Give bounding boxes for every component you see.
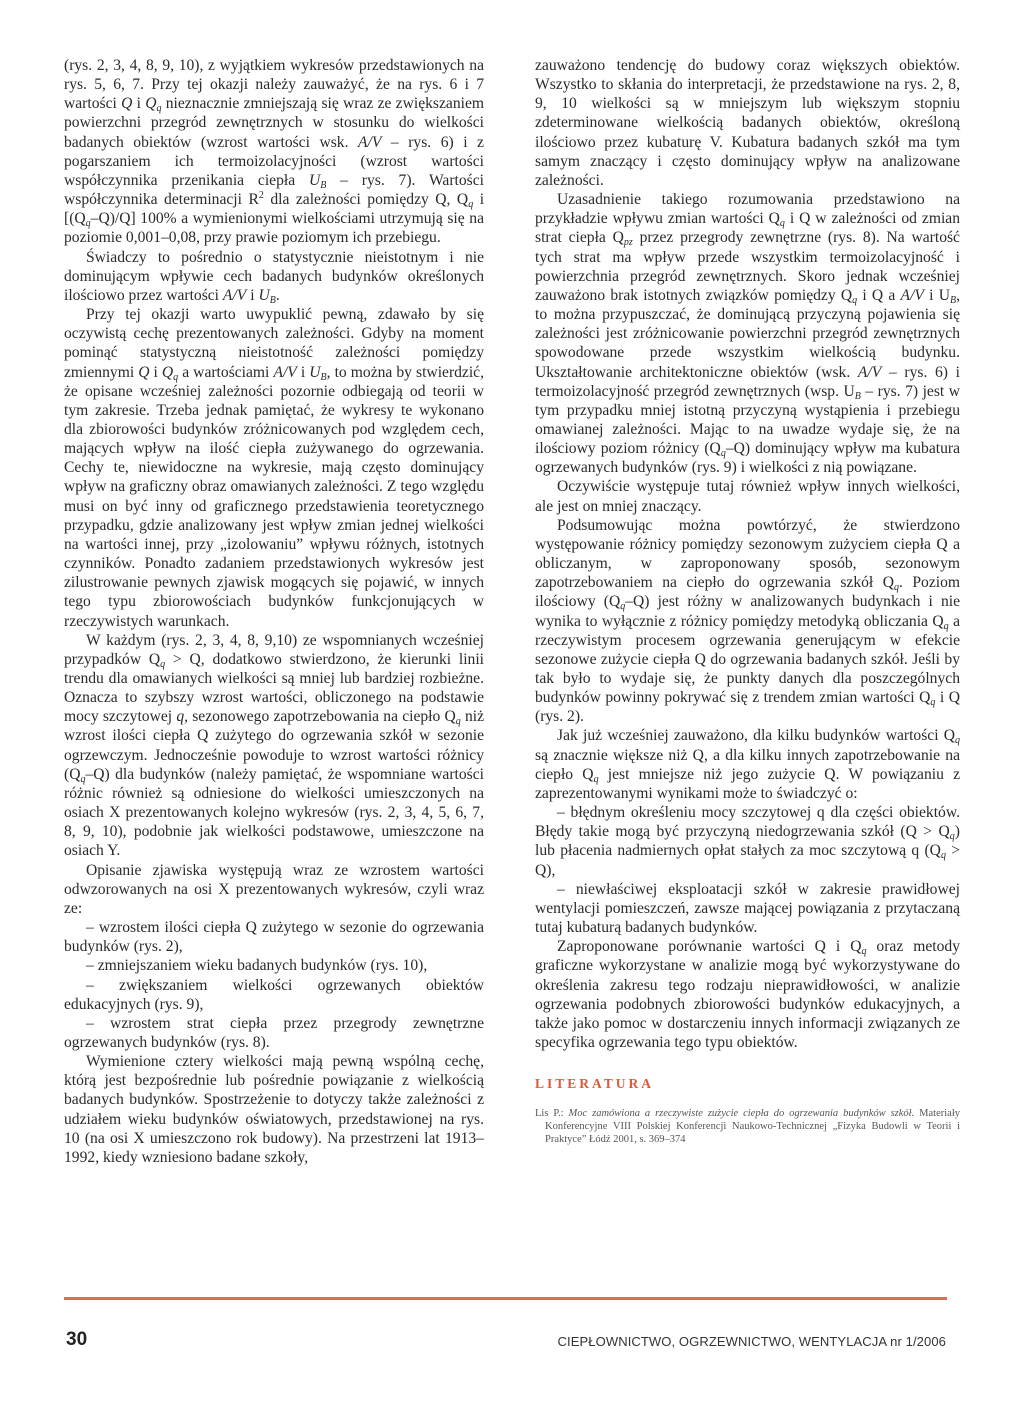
- section-heading-literatura: LITERATURA: [535, 1076, 655, 1092]
- paragraph: Zaproponowane porównanie wartości Q i $Q_q$ oraz metody graficzne wykorzystane w analizie mogą być wykorzystywane do określenia zakresu tego rodzaju nieprawidłowości, w analizie ogrzewania podobnych zbiorowości budynków edukacyjnych, a także jako pomoc w dostarczeniu innych informacji związanych ze specyfika ogrzewania tego typu obiektów.: [535, 938, 961, 1051]
- reference-entry: Lis P.: Moc zamówiona a rzeczywiste zużycie ciepła do ogrzewania budynków szkół. Materiały Konferencyjne VIII Polskiej Konferencji Naukowo-Technicznej „Fizyka Budowli w Teorii i Praktyce” Łódź 2001, s. 369–374: [535, 1108, 960, 1146]
- paragraph: Wymienione cztery wielkości mają pewną wspólną cechę, którą jest bezpośrednie lub pośrednie powiązanie z wielkością badanych budynków. Spostrzeżenie to dotyczy także zależności z udziałem wieku budynków oświatowych, przedstawionej na rys. 10 (na osi X umieszczono rok budowy). Na przestrzeni lat 1913–1992, kiedy wzniesiono badane szkoły,: [64, 1053, 484, 1166]
- list-item: – niewłaściwej eksploatacji szkół w zakresie prawidłowej wentylacji pomieszczeń, zawsze mającej powiązania z przytaczaną tutaj kubaturą badanych budynków.: [535, 880, 960, 937]
- paragraph: Uzasadnienie takiego rozumowania przedstawiono na przykładzie wpływu zmian wartości $Q_q$ i Q w zależności od zmian strat ciepła $Q_{pz}$ przez przegrody zewnętrzne (rys. 8). Na wartość tych strat ma wpływ przede wszystkim termoizolacyjność i powierzchnia przegród zewnętrznych. Skoro jednak wcześniej zauważono brak istotnych związków pomiędzy $Q_q$ i Q a A/V i $U_B$, to można przypuszczać, że dominującą przyczyną pojawienia się zależności jest zróżnicowanie powierzchni przegród zewnętrznych spowodowane przede wszystkim wielkością budynku. Ukształtowanie architektoniczne obiektów (wsk. A/V – rys. 6) i termoizolacyjność przegród zewnętrznych (wsp. $U_B$ – rys. 7) jest w tym przypadku mniej istotną przyczyną wystąpienia i przebiegu omawianej zależności. Mając to na uwadze wydaje się, że na ilościowy poziom różnicy $(Q_q-Q)$ dominujący wpływ ma kubatura ogrzewanych budynków (rys. 9) i wielkości z nią powiązane.: [535, 191, 960, 477]
- paragraph: Podsumowując można powtórzyć, że stwierdzono występowanie różnicy pomiędzy sezonowym zużyciem ciepła Q a obliczanym, w zaproponowany sposób, sezonowym zapotrzebowaniem na ciepło do ogrzewania szkół $Q_q$. Poziom ilościowy $(Q_q-Q)$ jest różny w analizowanych budynkach i nie wynika to wyłącznie z różnicy pomiędzy metodyką obliczania $Q_q$ a rzeczywistym procesem ogrzewania generującym w efekcie sezonowe zużycie ciepła Q do ogrzewania badanych szkół. Jeśli by tak było to wydaje się, że punkty danych dla poszczególnych budynków powinny pokrywać się z trendem zmian wartości $Q_q$ i Q (rys. 2).: [535, 516, 961, 726]
- list-item: – zwiększaniem wielkości ogrzewanych obiektów edukacyjnych (rys. 9),: [64, 976, 484, 1013]
- list-item: – wzrostem ilości ciepła Q zużytego w sezonie do ogrzewania budynków (rys. 2),: [64, 919, 484, 956]
- list-item: – zmniejszaniem wieku badanych budynków (rys. 10),: [86, 957, 428, 975]
- right-column: [535, 56, 960, 1146]
- footer-divider: [64, 1297, 947, 1300]
- left-column: [64, 56, 484, 1167]
- paragraph: W każdym (rys. 2, 3, 4, 8, 9,10) ze wspomnianych wcześniej przypadków $Q_q > Q$, dodatkowo stwierdzono, że kierunki linii trendu dla omawianych wielkości są mniej lub bardziej rozbieżne. Oznacza to szybszy wzrost wartości, obliczonego na podstawie mocy szczytowej q, sezonowego zapotrzebowania na ciepło $Q_q$ niż wzrost ilości ciepła Q zużytego do ogrzewania szkół w sezonie ogrzewczym. Jednocześnie powoduje to wzrost wartości różnicy $(Q_q-Q)$ dla budynków (należy pamiętać, że wspomniane wartości różnic również są odniesione do wielkości umieszczonych na osiach X prezentowanych kolejno wykresów (rys. 2, 3, 4, 5, 6, 7, 8, 9, 10), podobnie jak wielkości podstawowe, umieszczone na osiach Y.: [64, 631, 485, 860]
- paragraph: Oczywiście występuje tutaj również wpływ innych wielkości, ale jest on mniej znaczący.: [535, 478, 960, 515]
- paragraph: Świadczy to pośrednio o statystycznie nieistotnym i nie dominującym wpływie cech badanych budynków określonych ilościowo przez wartości A/V i $U_B$.: [64, 248, 484, 306]
- list-item: – wzrostem strat ciepła przez przegrody zewnętrzne ogrzewanych budynków (rys. 8).: [64, 1014, 484, 1051]
- page-number: 30: [66, 1329, 88, 1350]
- paragraph: Opisanie zjawiska występują wraz ze wzrostem wartości odwzorowanych na osi X prezentowanych wykresów, czyli wraz ze:: [64, 861, 484, 917]
- paragraph: zauważono tendencję do budowy coraz większych obiektów. Wszystko to skłania do interpretacji, że przedstawione na rys. 2, 8, 9, 10 wielkości są w mniejszym lub większym stopniu zdeterminowane wielkością badanych obiektów, określoną ilościowo przez kubaturę V. Kubatura badanych szkół ma tym samym znaczący i często dominujący wpływ na analizowane zależności.: [535, 57, 960, 189]
- journal-title: CIEPŁOWNICTWO, OGRZEWNICTWO, WENTYLACJA nr 1/2006: [557, 1334, 946, 1349]
- paragraph: Przy tej okazji warto uwypuklić pewną, zdawało by się oczywistą cechę prezentowanych zależności. Gdyby na moment pominąć statystyczną nieistotność zależności pomiędzy zmiennymi Q i $Q_q$ a wartościami A/V i $U_B$, to można by stwierdzić, że opisane wcześniej zależności pozornie odbiegają od teorii w tym zakresie. Trzeba jednak pamiętać, że wykresy te wykonano dla zbiorowości budynków zróżnicowanych pod względem cech, mających wpływ na ilość ciepła zużywanego do ogrzewania. Cechy te, niewidoczne na wykresie, mają często dominujący wpływ na graficzny obraz omawianych zależności. Z tego względu musi on być inny od graficznego przedstawienia teoretycznego przypadku, gdzie analizowany jest wpływ zmian jednej wielkości na wartości innej, przy „izolowaniu” wpływu różnych, istotnych czynników. Ponadto zadaniem przedstawionych wykresów jest zilustrowanie pewnych zjawisk mogących się pojawić, w innych tego typu zbiorowościach budynków funkcjonujących w rzeczywistych warunkach.: [64, 306, 485, 630]
- paragraph: (rys. 2, 3, 4, 8, 9, 10), z wyjątkiem wykresów przedstawionych na rys. 5, 6, 7. Przy tej okazji należy zauważyć, że na rys. 6 i 7 wartości Q i $Q_q$ nieznacznie zmniejszają się wraz ze zwiększaniem powierzchni przegród zewnętrznych w stosunku do wielkości badanych obiektów (wzrost wartości wsk. A/V – rys. 6) i z pogarszaniem ich termoizolacyjności (wzrost wartości współczynnika przenikania ciepła $U_B$ – rys. 7). Wartości współczynnika determinacji $R^2$ dla zależności pomiędzy Q, $Q_q$ i $[(Q_q-Q)/Q]$ 100% a wymienionymi wielkościami utrzymują się na poziomie 0,001–0,08, przy prawie poziomym ich przebiegu.: [64, 57, 485, 247]
- list-item: – błędnym określeniu mocy szczytowej q dla części obiektów. Błędy takie mogą być przyczyną niedogrzewania szkół $(Q > Q_q)$ lub płacenia nadmiernych opłat stałych za moc szczytową q $(Q_q > Q)$,: [535, 804, 961, 879]
- paragraph: Jak już wcześniej zauważono, dla kilku budynków wartości $Q_q$ są znacznie większe niż Q, a dla kilku innych zapotrzebowanie na ciepło $Q_q$ jest mniejsze niż jego zużycie Q. W powiązaniu z zaprezentowanymi wynikami może to świadczyć o:: [535, 727, 960, 802]
